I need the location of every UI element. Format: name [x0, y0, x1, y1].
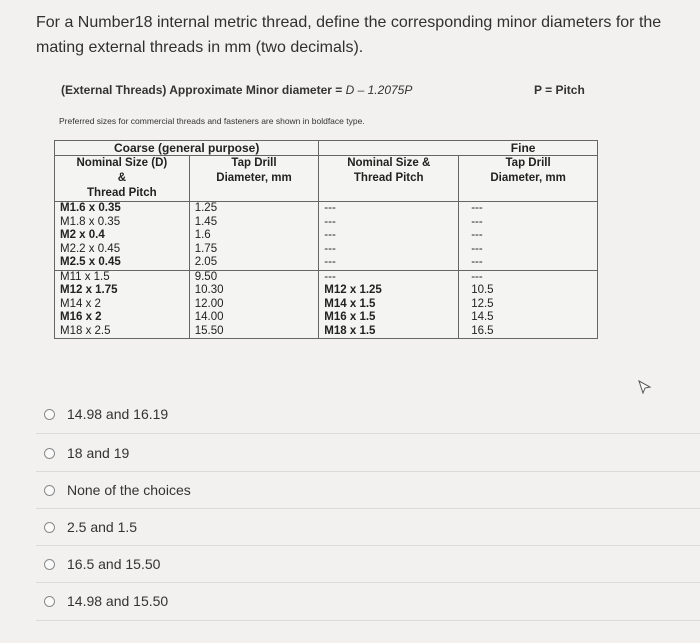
answer-option[interactable] [44, 515, 137, 539]
thread-table [54, 140, 598, 339]
thread-reference-image [47, 78, 607, 378]
divider [36, 582, 700, 583]
formula-line [61, 83, 412, 97]
coarse-group-header: Coarse (general purpose) [55, 141, 319, 156]
radio-button[interactable] [44, 596, 55, 607]
formula-expression: D – 1.2075P [345, 83, 413, 97]
answer-option[interactable] [44, 589, 168, 613]
answer-option-label: 16.5 and 15.50 [67, 556, 161, 572]
answer-option-label: None of the choices [67, 482, 191, 498]
table-group-header [55, 141, 598, 156]
divider [36, 620, 700, 621]
answer-option[interactable] [44, 552, 160, 576]
answer-option-label: 18 and 19 [67, 445, 130, 461]
answer-option[interactable] [44, 441, 129, 465]
answer-option-label: 14.98 and 15.50 [67, 593, 169, 609]
table-row [55, 270, 598, 339]
answer-option-label: 2.5 and 1.5 [67, 519, 138, 535]
table-cell: 9.50 10.30 12.00 14.00 15.50 [189, 270, 319, 339]
radio-button[interactable] [44, 485, 55, 496]
table-cell: --- --- --- --- --- [319, 202, 459, 271]
col-nominal-size: Nominal Size (D) & Thread Pitch [55, 156, 190, 202]
pitch-note: P = Pitch [534, 83, 585, 97]
divider [36, 471, 700, 472]
formula-label: (External Threads) Approximate Minor diameter = [61, 83, 346, 97]
preferred-sizes-note: Preferred sizes for commercial threads and fasteners are shown in boldface type. [59, 116, 365, 126]
table-column-header [55, 156, 598, 202]
col-fine-nominal: Nominal Size & Thread Pitch [319, 156, 459, 202]
fine-group-header: Fine [319, 141, 598, 156]
divider [36, 508, 700, 509]
radio-button[interactable] [44, 448, 55, 459]
radio-button[interactable] [44, 522, 55, 533]
table-cell: --- --- --- --- --- [459, 202, 598, 271]
col-fine-tap-drill: Tap Drill Diameter, mm [459, 156, 598, 202]
answer-option[interactable] [44, 402, 168, 426]
pointer-cursor-icon [638, 380, 652, 394]
table-cell: --- M12 x 1.25 M14 x 1.5 M16 x 1.5 M18 x 1.5 [319, 270, 459, 339]
answer-option-label: 14.98 and 16.19 [67, 406, 169, 422]
table-cell: 1.25 1.45 1.6 1.75 2.05 [189, 202, 319, 271]
radio-button[interactable] [44, 559, 55, 570]
radio-button[interactable] [44, 409, 55, 420]
col-tap-drill: Tap Drill Diameter, mm [189, 156, 319, 202]
table-row [55, 202, 598, 271]
divider [36, 433, 700, 434]
table-cell: M11 x 1.5 M12 x 1.75 M14 x 2 M16 x 2 M18 x 2.5 [55, 270, 190, 339]
table-cell: M1.6 x 0.35 M1.8 x 0.35 M2 x 0.4 M2.2 x 0.45 M2.5 x 0.45 [55, 202, 190, 271]
table-cell: --- 10.5 12.5 14.5 16.5 [459, 270, 598, 339]
question-text: For a Number18 internal metric thread, define the corresponding minor diameters for the mating external threads in mm (two decimals). [36, 14, 662, 56]
divider [36, 545, 700, 546]
answer-option[interactable] [44, 478, 191, 502]
